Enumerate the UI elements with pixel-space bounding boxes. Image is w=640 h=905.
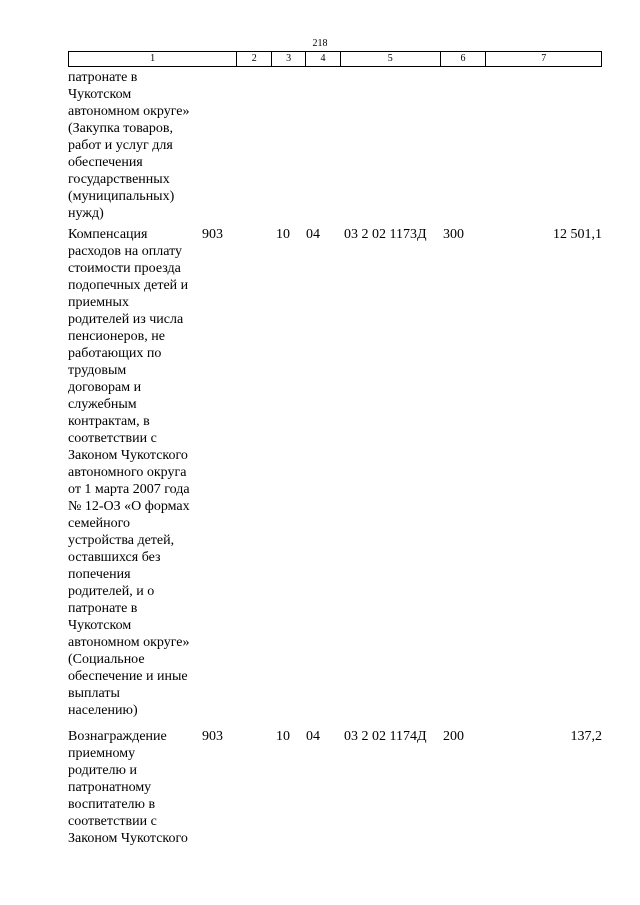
row-2-subsection: 04 [306, 729, 320, 744]
header-col-6: 6 [441, 52, 487, 66]
page-number: 218 [312, 38, 328, 49]
row-1-section: 10 [276, 227, 290, 242]
row-1-expense-type: 300 [443, 227, 464, 242]
header-col-1: 1 [69, 52, 237, 66]
header-col-2: 2 [237, 52, 272, 66]
row-2-target-article: 03 2 02 1174Д [344, 729, 427, 744]
row-2-amount: 137,2 [570, 729, 602, 744]
header-col-3: 3 [272, 52, 306, 66]
header-col-4: 4 [306, 52, 341, 66]
row-2-section: 10 [276, 729, 290, 744]
header-col-5: 5 [341, 52, 441, 66]
row-continuation-description: патронате в Чукотском автономном округе» (Закупка товаров, работ и услуг для обеспечения государственных (муниципальных) нужд) [68, 70, 190, 221]
row-1-subsection: 04 [306, 227, 320, 242]
row-2-description: Вознаграждение приемному родителю и патронатному воспитателю в соответствии с Законом Чукотского [68, 729, 188, 846]
row-1-target-article: 03 2 02 1173Д [344, 227, 427, 242]
row-1-description: Компенсация расходов на оплату стоимости проезда подопечных детей и приемных родителей из числа пенсионеров, не работающих по трудовым договорам и служебным контрактам, в соответствии с Законом Чукотского автономного округа от 1 марта 2007 года № 12-ОЗ «О формах семейного устройства детей, оставшихся без попечения родителей, и о патронате в Чукотском автономном округе» (Социальное обеспечение и иные выплаты населению) [68, 227, 190, 718]
row-2-expense-type: 200 [443, 729, 464, 744]
row-1-amount: 12 501,1 [553, 227, 602, 242]
row-1-admin-code: 903 [202, 227, 223, 242]
table-header [68, 51, 602, 67]
row-2-admin-code: 903 [202, 729, 223, 744]
header-col-7: 7 [541, 53, 547, 64]
